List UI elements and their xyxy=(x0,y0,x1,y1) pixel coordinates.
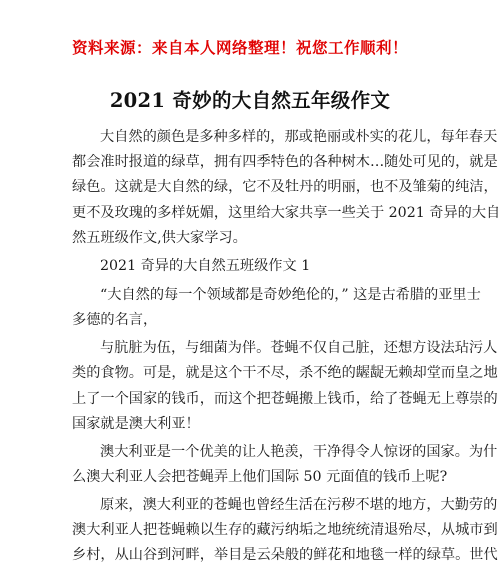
paragraph-line: 上了一个国家的钱币，而这个把苍蝇搬上钱币，给了苍蝇无上尊崇的 xyxy=(72,391,498,407)
paragraph-line: 澳大利亚是一个优美的让人艳羡，干净得令人惊讶的国家。为什 xyxy=(100,444,498,460)
paragraph-line: 乡村，从山谷到河畔，举目是云朵般的鲜花和地毯一样的绿草。世代 xyxy=(72,547,498,563)
paragraph-line: 然五班级作文,供大家学习。 xyxy=(72,230,247,246)
paragraph-line: 国家就是澳大利亚！ xyxy=(72,416,200,432)
paragraph-line: 么澳大利亚人会把苍蝇弄上他们国际 50 元面值的钱币上呢? xyxy=(72,469,448,485)
paragraph-line: 澳大利亚人把苍蝇赖以生存的藏污纳垢之地统统清退殆尽，从城市到 xyxy=(72,522,498,538)
paragraph-line: 绿色。这就是大自然的绿，它不及牡丹的明丽，也不及雏菊的纯洁， xyxy=(72,179,498,195)
paragraph-line: 原来，澳大利亚的苍蝇也曾经生活在污秽不堪的地方，大勤劳的 xyxy=(100,497,498,513)
paragraph-line: 与肮脏为伍，与细菌为伴。苍蝇不仅自己脏，还想方设法玷污人 xyxy=(100,340,498,356)
paragraph-line: 多德的名言， xyxy=(72,312,158,328)
paragraph-line: 大自然的颜色是多种多样的，那或艳丽或朴实的花儿，每年春天 xyxy=(100,129,498,145)
paragraph-line: 类的食物。可是，就是这个干不尽，杀不绝的龌龊无赖却堂而皇之地 xyxy=(72,365,498,381)
document-title: 2021 奇妙的大自然五年级作文 xyxy=(109,89,391,112)
source-note: 资料来源：来自本人网络整理！祝您工作顺利！ xyxy=(72,38,409,57)
paragraph-line: 都会准时报道的绿草，拥有四季特色的各种树木…随处可见的，就是 xyxy=(72,154,498,170)
paragraph-line: “大自然的每一个领域都是奇妙绝伦的，” 这是古希腊的亚里士 xyxy=(100,287,481,303)
section-heading: 2021 奇异的大自然五班级作文 1 xyxy=(100,258,311,274)
paragraph-line: 更不及玫瑰的多样妩媚，这里给大家共享一些关于 2021 奇异的大自 xyxy=(72,205,500,221)
